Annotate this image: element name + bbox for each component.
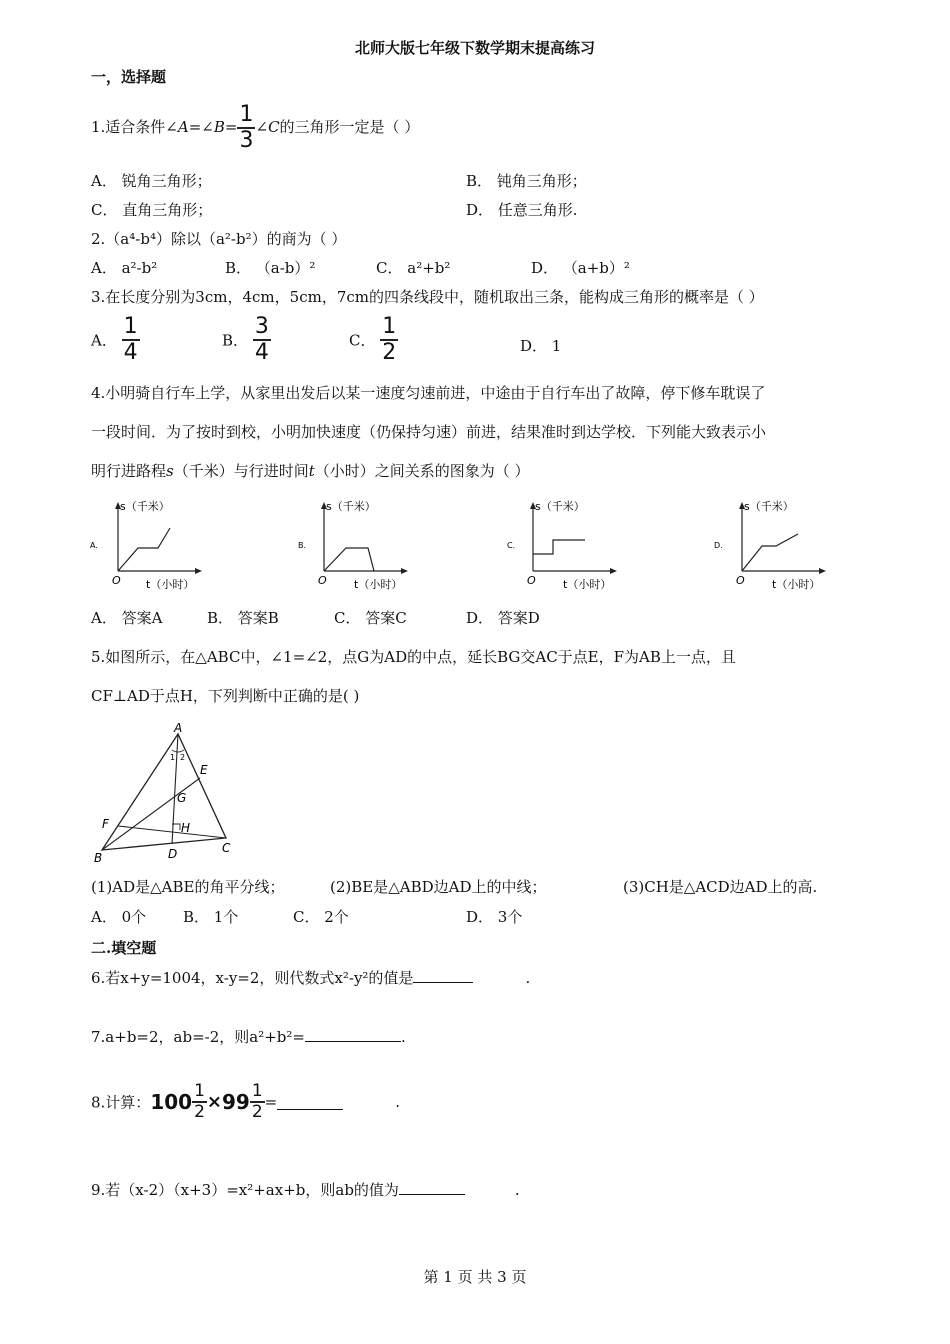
question-5-line-2: CF⊥AD于点H，下列判断中正确的是( ) xyxy=(91,687,360,705)
graph-a xyxy=(88,496,218,592)
vertex-b-label: B xyxy=(94,851,103,865)
question-1-option-a: A． 锐角三角形； xyxy=(91,172,212,190)
question-3-option-c: C． $\frac{1}{2}$ xyxy=(349,314,397,365)
answer-blank[interactable] xyxy=(277,1095,343,1110)
question-1-stem: 1.适合条件∠A=∠B= $\frac{1}{3}$ ∠C的三角形一定是（ ） xyxy=(91,102,420,153)
graph-c xyxy=(505,496,635,592)
question-7: 7.a+b=2，ab=-2，则a²+b²= . xyxy=(91,1028,406,1046)
point-h-label: H xyxy=(181,821,191,835)
point-f-label: F xyxy=(102,817,109,831)
question-5-statement-3: (3)CH是△ACD边AD上的高. xyxy=(623,878,818,896)
question-3-option-b: B． $\frac{3}{4}$ xyxy=(222,314,269,365)
graph-c-letter: C. xyxy=(507,541,516,550)
graph-b-curve xyxy=(324,548,374,571)
graph-a-curve xyxy=(118,528,170,571)
question-2-option-d: D． （a+b）² xyxy=(531,259,630,277)
question-5-option-a: A． 0个 xyxy=(91,908,147,926)
graph-d-origin: O xyxy=(736,574,745,587)
question-1-option-c: C． 直角三角形； xyxy=(91,201,213,219)
question-1-option-b: B． 钝角三角形； xyxy=(466,172,587,190)
graph-b-letter: B. xyxy=(298,541,307,550)
question-4-line-2: 一段时间．为了按时到校，小明加快速度（仍保持匀速）前进，结果准时到达学校．下列能大致表示小 xyxy=(91,423,767,441)
question-4-line-1: 4.小明骑自行车上学，从家里出发后以某一速度匀速前进，中途由于自行车出了故障，停下修车耽误了 xyxy=(91,384,766,402)
question-5-line-1: 5.如图所示，在△ABC中，∠1=∠2，点G为AD的中点，延长BG交AC于点E，F为AB上一点，且 xyxy=(91,648,736,666)
section-heading-fill: 二.填空题 xyxy=(91,939,157,957)
question-5-option-b: B． 1个 xyxy=(183,908,239,926)
answer-blank[interactable] xyxy=(413,968,473,983)
graph-b-ylabel: s（千米） xyxy=(326,500,376,513)
fraction-a: $\frac{1}{4}$ xyxy=(123,314,138,365)
answer-blank[interactable] xyxy=(305,1027,401,1042)
triangle-figure xyxy=(88,720,248,870)
point-e-label: E xyxy=(200,763,208,777)
question-4-line-3: 明行进路程s（千米）与行进时间t（小时）之间关系的图象为（ ） xyxy=(91,462,530,480)
question-1-option-d: D． 任意三角形. xyxy=(466,201,578,219)
graph-d xyxy=(712,496,842,592)
graph-a-letter: A. xyxy=(90,541,98,550)
question-4-option-d: D． 答案D xyxy=(466,609,540,627)
graph-b-xlabel: t（小时） xyxy=(354,578,403,591)
graph-a-xlabel: t（小时） xyxy=(146,578,195,591)
graph-a-ylabel: s（千米） xyxy=(120,500,170,513)
page-footer: 第 1 页 共 3 页 xyxy=(423,1268,527,1286)
fraction-c: $\frac{1}{2}$ xyxy=(382,314,397,365)
question-2-stem: 2.（a⁴-b⁴）除以（a²-b²）的商为（ ） xyxy=(91,230,347,248)
section-heading-choice: 一，选择题 xyxy=(91,68,167,86)
question-2-option-a: A． a²-b² xyxy=(91,259,158,277)
question-5-option-c: C． 2个 xyxy=(293,908,349,926)
question-5-statement-2: (2)BE是△ABD边AD上的中线； xyxy=(330,878,547,896)
point-g-label: G xyxy=(177,791,187,805)
question-4-option-a: A． 答案A xyxy=(91,609,163,627)
vertex-c-label: C xyxy=(222,841,231,855)
page-title: 北师大版七年级下数学期末提高练习 xyxy=(354,39,595,57)
point-d-label: D xyxy=(168,847,178,861)
question-4-option-b: B． 答案B xyxy=(207,609,279,627)
question-3-option-d: D． 1 xyxy=(520,337,562,355)
question-4-option-c: C． 答案C xyxy=(334,609,407,627)
graph-c-ylabel: s（千米） xyxy=(535,500,585,513)
graph-b xyxy=(296,496,426,592)
graph-d-ylabel: s（千米） xyxy=(744,500,794,513)
graph-c-origin: O xyxy=(527,574,536,587)
graph-a-origin: O xyxy=(112,574,121,587)
question-2-option-c: C． a²+b² xyxy=(376,259,451,277)
question-3-option-a: A． $\frac{1}{4}$ xyxy=(91,314,138,365)
question-5-option-d: D． 3个 xyxy=(466,908,523,926)
question-9: 9.若（x-2）（x+3）=x²+ax+b，则ab的值为 . xyxy=(91,1181,520,1199)
vertex-a-label: A xyxy=(174,721,183,735)
angle-1-label: 1 xyxy=(170,753,176,762)
question-5-statement-1: (1)AD是△ABE的角平分线； xyxy=(91,878,285,896)
graph-b-origin: O xyxy=(318,574,327,587)
fraction-b: $\frac{3}{4}$ xyxy=(254,314,269,365)
question-3-stem: 3.在长度分别为3cm，4cm，5cm，7cm的四条线段中，随机取出三条，能构成三角形的概率是（ ） xyxy=(91,288,764,306)
graph-d-xlabel: t（小时） xyxy=(772,578,821,591)
fraction-half-2: $\frac{1}{2}$ xyxy=(251,1081,263,1122)
graph-c-xlabel: t（小时） xyxy=(563,578,612,591)
question-8: 8.计算：100 $\frac{1}{2}$ ×99 $\frac{1}{2}$ = . xyxy=(91,1081,401,1122)
fraction-one-third: $\frac{1}{3}$ xyxy=(239,102,254,153)
answer-blank[interactable] xyxy=(399,1180,465,1195)
graph-d-letter: D. xyxy=(714,541,723,550)
fraction-half-1: $\frac{1}{2}$ xyxy=(194,1081,205,1122)
angle-2-label: 2 xyxy=(180,753,186,762)
graph-c-curve xyxy=(533,540,585,554)
graph-d-curve xyxy=(742,534,798,571)
question-6: 6.若x+y=1004，x-y=2，则代数式x²-y²的值是 . xyxy=(91,969,531,987)
question-2-option-b: B． （a-b）² xyxy=(225,259,316,277)
